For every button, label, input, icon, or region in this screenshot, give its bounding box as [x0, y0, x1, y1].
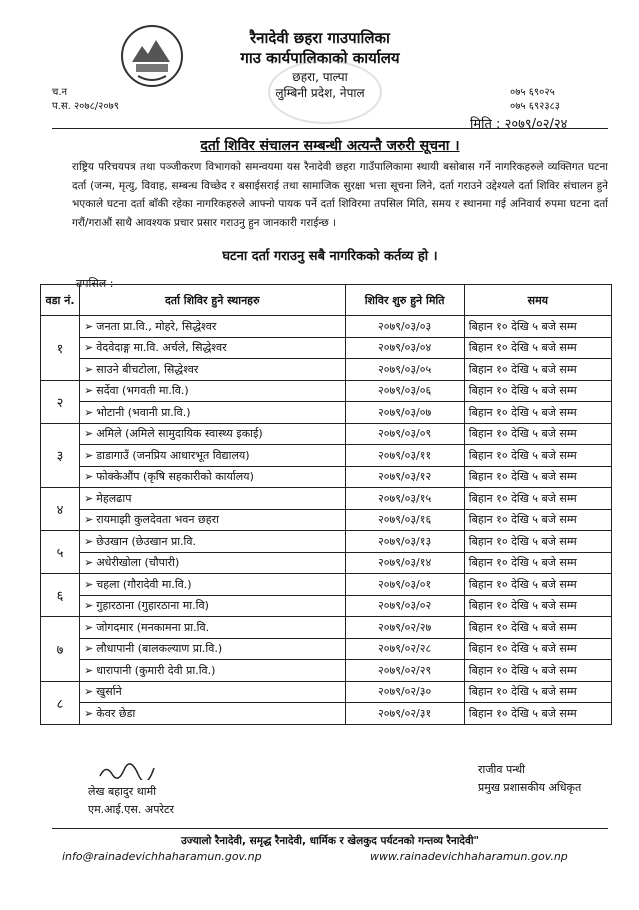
- camp-location: [80, 638, 345, 660]
- arrow-bullet-icon: ➢: [84, 706, 94, 720]
- letter-date: मिति : २०७९/०२/२४: [470, 117, 568, 132]
- footer-divider: [52, 828, 608, 829]
- table-header-row: [41, 285, 612, 316]
- camp-location-label: छेउखान (छेउखान प्रा.वि.: [96, 534, 197, 548]
- municipality-title: रैनादेवी छहरा गाउपालिका: [250, 29, 390, 47]
- camp-location: [80, 703, 345, 725]
- signatory-left-title: एम.आई.एस. अपरेटर: [88, 803, 175, 816]
- camp-start-date: २०७९/०३/०९: [345, 423, 464, 445]
- camp-time: बिहान १० देखि ५ बजे सम्म: [464, 316, 611, 338]
- notice-title: दर्ता शिविर संचालन सम्बन्धी अत्यन्तै जरुरी सूचना ।: [200, 138, 460, 154]
- camp-start-date: २०७९/०३/१३: [345, 531, 464, 553]
- camp-location-label: लौधापानी (बालकल्याण प्रा.वि.): [96, 642, 223, 656]
- camp-time: बिहान १० देखि ५ बजे सम्म: [464, 703, 611, 725]
- camp-location: [80, 552, 345, 574]
- camp-location-label: वेदवेदाङ्ग मा.वि. अर्चले, सिद्धेश्वर: [96, 341, 227, 355]
- camp-location: [80, 681, 345, 703]
- arrow-bullet-icon: ➢: [84, 685, 94, 699]
- camp-location-label: धारापानी (कुमारी देवी प्रा.वि.): [96, 663, 216, 677]
- header-divider: [52, 128, 608, 129]
- arrow-bullet-icon: ➢: [84, 362, 94, 376]
- signature-scribble: [98, 762, 158, 780]
- camp-start-date: २०७९/०३/१२: [345, 466, 464, 488]
- camp-location: [80, 445, 345, 467]
- camp-time: बिहान १० देखि ५ बजे सम्म: [464, 380, 611, 402]
- camp-start-date: २०७९/०३/१४: [345, 552, 464, 574]
- arrow-bullet-icon: ➢: [84, 663, 94, 677]
- camp-location-label: चहला (गौरादेवी मा.वि.): [96, 577, 192, 591]
- camp-location: [80, 595, 345, 617]
- camp-time: बिहान १० देखि ५ बजे सम्म: [464, 445, 611, 467]
- footer-email[interactable]: info@rainadevichhaharamun.gov.np: [62, 850, 262, 863]
- arrow-bullet-icon: ➢: [84, 577, 94, 591]
- camp-start-date: २०७९/०३/०७: [345, 402, 464, 424]
- camp-time: बिहान १० देखि ५ बजे सम्म: [464, 595, 611, 617]
- camp-location-label: अमिले (अमिले सामुदायिक स्वास्थ्य इकाई): [96, 427, 263, 441]
- arrow-bullet-icon: ➢: [84, 405, 94, 419]
- camp-start-date: २०७९/०२/३१: [345, 703, 464, 725]
- camp-time: बिहान १० देखि ५ बजे सम्म: [464, 617, 611, 639]
- ward-number: २: [41, 380, 80, 423]
- camp-location-label: रायमाझी कुलदेवता भवन छहरा: [96, 513, 219, 527]
- camp-start-date: २०७९/०३/०१: [345, 574, 464, 596]
- camp-location: [80, 509, 345, 531]
- arrow-bullet-icon: ➢: [84, 534, 94, 548]
- notice-body: राष्ट्रिय परिचयपत्र तथा पञ्जीकरण विभागको समन्वयमा यस रैनादेवी छहरा गाउँपालिकामा स्थायी बसोबास गर्ने नागरिकहरुले व्यक्तिगत घटना दर्ता (जन्म, मृत्यु, विवाह, सम्बन्ध विच्छेद र बसाईसराई तथा सामाजिक सुरक्षा भत्ता सूचना लिने, दर्ता गराउने उद्देश्यले दर्ता शिविर संचालन हुने भएकाले घटना दर्ता बाँकी रहेका नागरिकहरुले आफ्नो पायक पर्ने दर्ता शिविरमा तपसिल मिति, समय र स्थानमा गई अनिवार्य रुपमा घटना दर्ता गरौं/गराऔं साथै आवश्यक प्रचार प्रसार गराउनु हुन जानकारी गराईन्छ ।: [72, 161, 608, 229]
- table-row: [41, 531, 612, 553]
- signatory-left-name: लेख बहादुर थामी: [88, 785, 157, 798]
- camp-location: [80, 423, 345, 445]
- table-row: [41, 423, 612, 445]
- camp-location: [80, 316, 345, 338]
- table-row: [41, 617, 612, 639]
- camp-start-date: २०७९/०२/३०: [345, 681, 464, 703]
- camp-time: बिहान १० देखि ५ बजे सम्म: [464, 531, 611, 553]
- camp-location: [80, 337, 345, 359]
- camp-location-label: खुर्साने: [96, 685, 122, 699]
- camp-start-date: २०७९/०३/०६: [345, 380, 464, 402]
- notice-slogan: घटना दर्ता गराउनु सबै नागरिकको कर्तव्य हो ।: [222, 249, 438, 264]
- reference-number-label: च.न: [52, 87, 68, 98]
- table-row: [41, 359, 612, 381]
- camp-location: [80, 380, 345, 402]
- arrow-bullet-icon: ➢: [84, 556, 94, 570]
- ward-number: ६: [41, 574, 80, 617]
- table-row: [41, 380, 612, 402]
- camp-time: बिहान १० देखि ५ बजे सम्म: [464, 509, 611, 531]
- arrow-bullet-icon: ➢: [84, 448, 94, 462]
- ward-number: ४: [41, 488, 80, 531]
- camp-location: [80, 359, 345, 381]
- table-row: [41, 509, 612, 531]
- table-row: [41, 595, 612, 617]
- camp-time: बिहान १० देखि ५ बजे सम्म: [464, 402, 611, 424]
- office-title: गाउ कार्यपालिकाको कार्यालय: [240, 49, 400, 67]
- arrow-bullet-icon: ➢: [84, 341, 94, 355]
- arrow-bullet-icon: ➢: [84, 319, 94, 333]
- camp-location: [80, 466, 345, 488]
- camp-location-label: डाडागाउँ (जनप्रिय आधारभूत विद्यालय): [96, 448, 250, 462]
- camp-location-label: साउने बीचटोला, सिद्धेश्वर: [96, 362, 199, 376]
- ward-number: ८: [41, 681, 80, 724]
- office-stamp: [268, 60, 382, 124]
- table-row: [41, 316, 612, 338]
- phone-number-2: ०७५ ६९२३८३: [510, 101, 560, 112]
- footer-website[interactable]: www.rainadevichhaharamun.gov.np: [370, 850, 568, 863]
- phone-number-1: ०७५ ६९०२५: [510, 87, 555, 98]
- camp-start-date: २०७९/०३/११: [345, 445, 464, 467]
- camp-location-label: भोटानी (भवानी प्रा.वि.): [96, 405, 191, 419]
- ward-number: ३: [41, 423, 80, 488]
- table-row: [41, 402, 612, 424]
- arrow-bullet-icon: ➢: [84, 620, 94, 634]
- header-place: दर्ता शिविर हुने स्थानहरु: [80, 285, 345, 316]
- header-time: समय: [464, 285, 611, 316]
- footer-slogan: उज्यालो रैनादेवी, समृद्ध रैनादेवी, धार्मिक र खेलकुद पर्यटनको गन्तव्य रैनादेवी": [180, 835, 480, 847]
- camp-time: बिहान १० देखि ५ बजे सम्म: [464, 337, 611, 359]
- table-row: [41, 552, 612, 574]
- table-row: [41, 466, 612, 488]
- camp-time: बिहान १० देखि ५ बजे सम्म: [464, 359, 611, 381]
- camp-location-label: फोक्केऔंप (कृषि सहकारीको कार्यालय): [96, 470, 254, 484]
- camp-location-label: मेहलढाप: [96, 491, 132, 505]
- camp-location-label: अधेरीखोला (चौपारी): [96, 556, 180, 570]
- camp-location: [80, 617, 345, 639]
- camp-location: [80, 574, 345, 596]
- camp-location: [80, 531, 345, 553]
- camp-start-date: २०७९/०३/१६: [345, 509, 464, 531]
- arrow-bullet-icon: ➢: [84, 427, 94, 441]
- arrow-bullet-icon: ➢: [84, 384, 94, 398]
- table-row: [41, 703, 612, 725]
- camp-location-label: सर्देवा (भगवती मा.वि.): [96, 384, 189, 398]
- address-line-2: लुम्बिनी प्रदेश, नेपाल: [275, 86, 365, 100]
- camp-location: [80, 660, 345, 682]
- ward-number: ५: [41, 531, 80, 574]
- camp-location-label: गुहारठाना (गुहारठाना मा.वि): [96, 599, 209, 613]
- camp-schedule-table: [40, 284, 612, 725]
- camp-time: बिहान १० देखि ५ बजे सम्म: [464, 466, 611, 488]
- camp-location-label: जनता प्रा.वि., मोहरे, सिद्धेश्वर: [96, 319, 217, 333]
- camp-start-date: २०७९/०३/०३: [345, 316, 464, 338]
- camp-time: बिहान १० देखि ५ बजे सम्म: [464, 638, 611, 660]
- camp-start-date: २०७९/०२/२९: [345, 660, 464, 682]
- camp-start-date: २०७९/०३/०२: [345, 595, 464, 617]
- letter-number: प.स. २०७८/२०७९: [52, 101, 119, 112]
- address-line-1: छहरा, पाल्पा: [292, 70, 348, 84]
- arrow-bullet-icon: ➢: [84, 599, 94, 613]
- camp-start-date: २०७९/०३/०४: [345, 337, 464, 359]
- arrow-bullet-icon: ➢: [84, 513, 94, 527]
- arrow-bullet-icon: ➢: [84, 470, 94, 484]
- details-label: तपसिल :: [76, 277, 114, 290]
- camp-time: बिहान १० देखि ५ बजे सम्म: [464, 552, 611, 574]
- table-row: [41, 337, 612, 359]
- camp-time: बिहान १० देखि ५ बजे सम्म: [464, 681, 611, 703]
- table-row: [41, 488, 612, 510]
- camp-start-date: २०७९/०२/२७: [345, 617, 464, 639]
- camp-location: [80, 488, 345, 510]
- camp-start-date: २०७९/०२/२८: [345, 638, 464, 660]
- camp-location: [80, 402, 345, 424]
- ward-number: ७: [41, 617, 80, 682]
- table-row: [41, 638, 612, 660]
- camp-start-date: २०७९/०३/१५: [345, 488, 464, 510]
- camp-time: बिहान १० देखि ५ बजे सम्म: [464, 660, 611, 682]
- signatory-right-title: प्रमुख प्रशासकीय अधिकृत: [478, 781, 582, 794]
- arrow-bullet-icon: ➢: [84, 491, 94, 505]
- header-date: शिविर शुरु हुने मिति: [345, 285, 464, 316]
- header-ward: वडा नं.: [41, 285, 80, 316]
- table-row: [41, 681, 612, 703]
- table-row: [41, 574, 612, 596]
- camp-time: बिहान १० देखि ५ बजे सम्म: [464, 574, 611, 596]
- camp-location-label: जोगदमार (मनकामना प्रा.वि.: [96, 620, 210, 634]
- arrow-bullet-icon: ➢: [84, 642, 94, 656]
- camp-time: बिहान १० देखि ५ बजे सम्म: [464, 488, 611, 510]
- camp-start-date: २०७९/०३/०५: [345, 359, 464, 381]
- ward-number: १: [41, 316, 80, 381]
- table-row: [41, 660, 612, 682]
- table-row: [41, 445, 612, 467]
- camp-location-label: केवर छेडा: [96, 706, 136, 720]
- signatory-right-name: राजीव पन्थी: [478, 763, 526, 776]
- camp-time: बिहान १० देखि ५ बजे सम्म: [464, 423, 611, 445]
